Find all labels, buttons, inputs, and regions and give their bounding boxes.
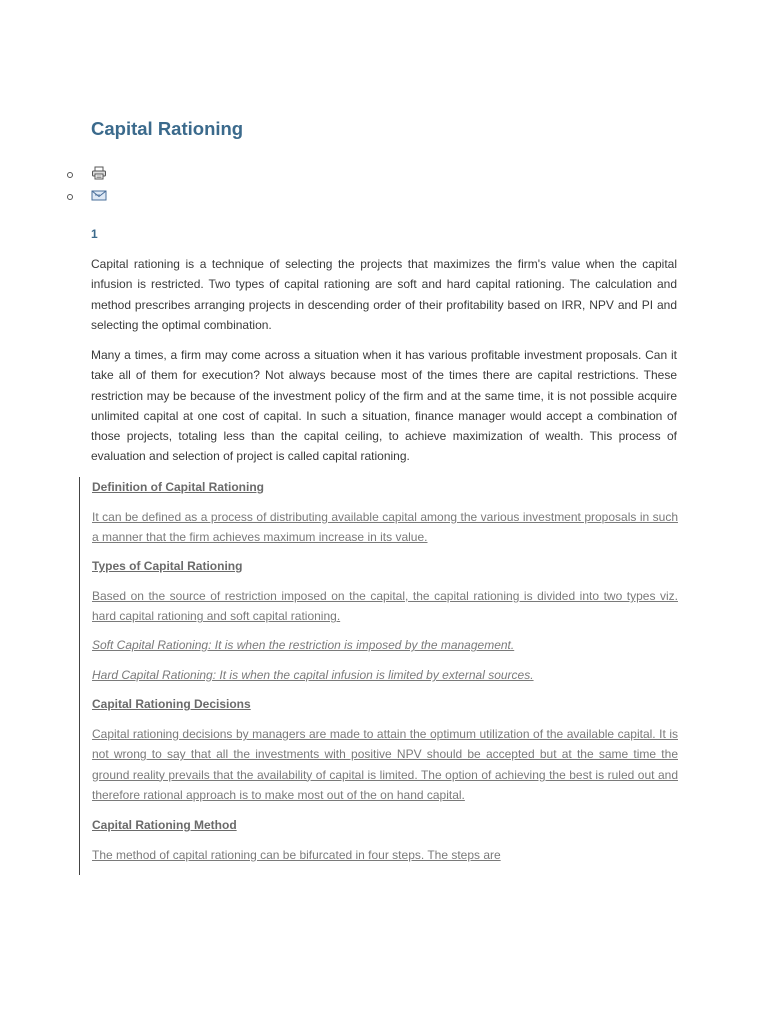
types-heading: Types of Capital Rationing: [92, 559, 243, 573]
definition-text: It can be defined as a process of distributing available capital among the various investment proposals in such a manner that the firm achieves maximum increase in its value.: [92, 510, 678, 545]
method-heading: Capital Rationing Method: [92, 818, 237, 832]
body-paragraph: Many a times, a firm may come across a situation when it has various profitable investment proposals. Can it take all of them for execution? Not always because most of the times there are capital restrictions. These restriction may be because of the investment policy of the firm and at the same time, it is not possible acquire unlimited capital at one cost of capital. In such a situation, finance manager would accept a combination of those projects, totaling less than the capital ceiling, to achieve maximization of wealth. This process of evaluation and selection of project is called capital rationing.: [91, 348, 677, 464]
decisions-heading: Capital Rationing Decisions: [92, 697, 251, 711]
method-text: The method of capital rationing can be bifurcated in four steps. The steps are: [92, 848, 501, 862]
rating-count: 1: [91, 227, 98, 241]
list-bullet: [67, 172, 73, 178]
decisions-text: Capital rationing decisions by managers are made to attain the optimum utilization of the available capital. It is not wrong to say that all the investments with positive NPV should be accepted but at the same time the ground reality prevails that the availability of capital is limited. The option of achieving the best is ruled out and therefore rational approach is to make most out of the on hand capital.: [92, 727, 678, 802]
printer-icon[interactable]: [91, 166, 107, 180]
page-title: Capital Rationing: [91, 118, 244, 139]
list-item-print: [0, 166, 120, 184]
list-bullet: [67, 194, 73, 200]
hard-rationing-text: Hard Capital Rationing: It is when the capital infusion is limited by external sources.: [92, 668, 534, 682]
soft-rationing-text: Soft Capital Rationing: It is when the restriction is imposed by the management.: [92, 638, 515, 652]
email-icon[interactable]: [91, 188, 107, 202]
quoted-section: [79, 477, 690, 875]
types-text: Based on the source of restriction imposed on the capital, the capital rationing is divided into two types viz. hard capital rationing and soft capital rationing.: [92, 589, 678, 624]
intro-paragraph: Capital rationing is a technique of selecting the projects that maximizes the firm's value when the capital infusion is restricted. Two types of capital rationing are soft and hard capital rationing. The calculation and method prescribes arranging projects in descending order of their profitability based on IRR, NPV and PI and selecting the optimal combination.: [91, 257, 677, 332]
list-item-email: [0, 188, 120, 206]
definition-heading: Definition of Capital Rationing: [92, 480, 264, 494]
